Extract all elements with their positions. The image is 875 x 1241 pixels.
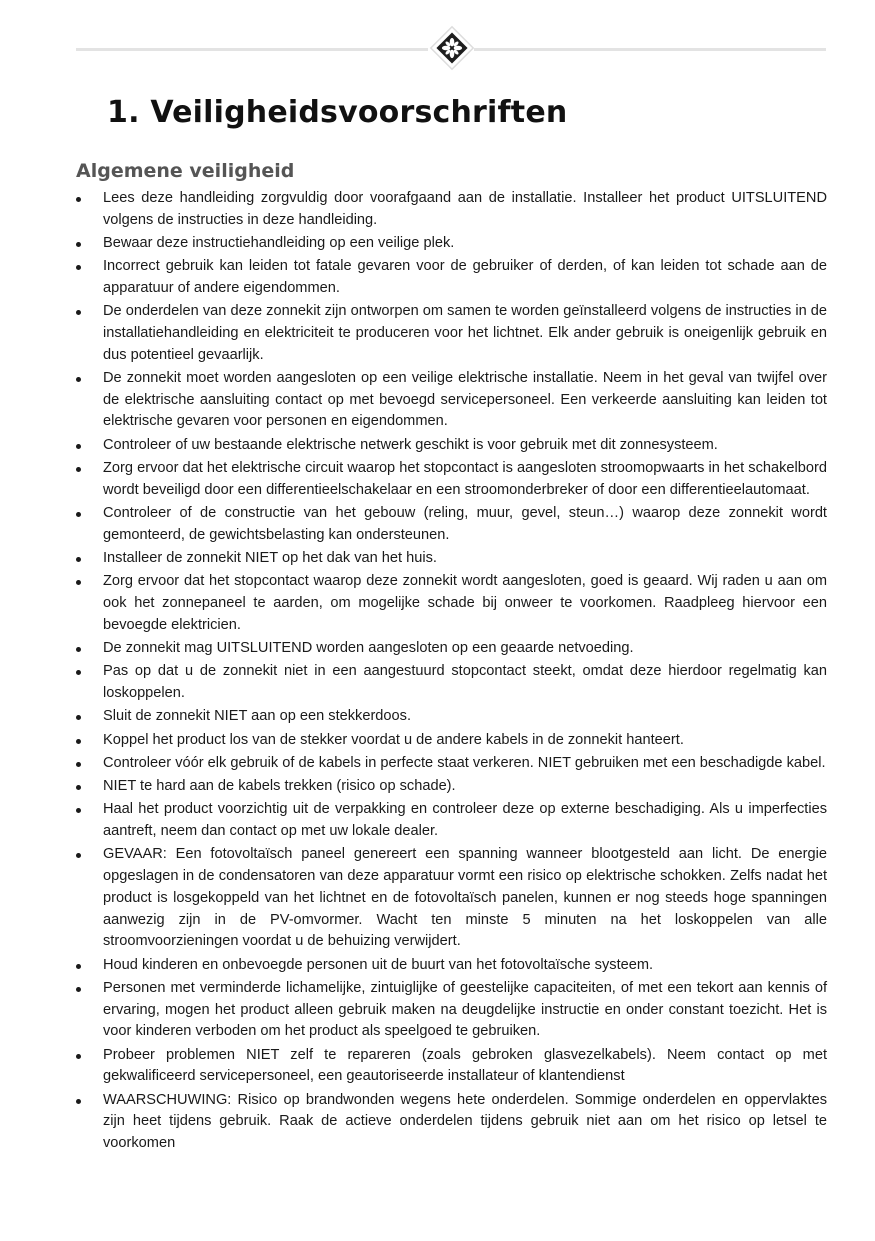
header-rule-right [474, 48, 826, 51]
list-item: Personen met verminderde lichamelijke, zintuiglijke of geestelijke capaciteiten, of met een tekort aan kennis of ervaring, mogen het product alleen gebruik maken na deugdelijke instructie en onder constant toezicht. Het is voor kinderen verboden om het product als speelgoed te gebruiken. [76, 978, 827, 1043]
list-item: Installeer de zonnekit NIET op het dak van het huis. [76, 548, 827, 570]
list-item: Haal het product voorzichtig uit de verpakking en controleer deze op externe beschadiging. Als u imperfecties aantreft, neem dan contact op met uw lokale dealer. [76, 799, 827, 842]
list-item: Zorg ervoor dat het stopcontact waarop deze zonnekit wordt aangesloten, goed is geaard. Wij raden u aan om ook het zonnepaneel te aarden, om mogelijke schade bij onweer te voorkomen. Raadpleeg hiervoor een bevoegde elektricien. [76, 571, 827, 636]
list-item: Sluit de zonnekit NIET aan op een stekkerdoos. [76, 706, 827, 728]
list-item: NIET te hard aan de kabels trekken (risico op schade). [76, 776, 827, 798]
list-item: De zonnekit moet worden aangesloten op een veilige elektrische installatie. Neem in het geval van twijfel over de elektrische aansluiting contact op met bevoegd servicepersoneel. Een verkeerde aansluiting kan leiden tot elektrische gevaren voor personen en eigendommen. [76, 368, 827, 433]
list-item: Houd kinderen en onbevoegde personen uit de buurt van het fotovoltaïsche systeem. [76, 955, 827, 977]
list-item: Bewaar deze instructiehandleiding op een veilige plek. [76, 233, 827, 255]
page-title: 1. Veiligheidsvoorschriften [107, 95, 568, 130]
list-item: Controleer of uw bestaande elektrische netwerk geschikt is voor gebruik met dit zonnesysteem. [76, 435, 827, 457]
section-heading: Algemene veiligheid [76, 160, 295, 182]
diamond-flower-logo-icon [428, 24, 476, 72]
list-item: WAARSCHUWING: Risico op brandwonden wegens hete onderdelen. Sommige onderdelen en oppervlaktes zijn heet tijdens gebruik. Raak de actieve onderdelen tijdens gebruik niet aan om het risico op letsel te voorkomen [76, 1090, 827, 1155]
list-item: Controleer of de constructie van het gebouw (reling, muur, gevel, steun…) waarop deze zonnekit wordt gemonteerd, de gewichtsbelasting kan ondersteunen. [76, 503, 827, 546]
list-item: Probeer problemen NIET zelf te repareren (zoals gebroken glasvezelkabels). Neem contact op met gekwalificeerd servicepersoneel, een geautoriseerde installateur of klantendienst [76, 1045, 827, 1088]
list-item: Pas op dat u de zonnekit niet in een aangestuurd stopcontact steekt, omdat deze hierdoor regelmatig kan loskoppelen. [76, 661, 827, 704]
list-item: Incorrect gebruik kan leiden tot fatale gevaren voor de gebruiker of derden, of kan leiden tot schade aan de apparatuur of andere eigendommen. [76, 256, 827, 299]
list-item: De zonnekit mag UITSLUITEND worden aangesloten op een geaarde netvoeding. [76, 638, 827, 660]
list-item: GEVAAR: Een fotovoltaïsch paneel genereert een spanning wanneer blootgesteld aan licht. De energie opgeslagen in de condensatoren van deze apparatuur vormt een risico op elektrische schokken. Zelfs nadat het product is losgekoppeld van het lichtnet en de fotovoltaïsch panelen, kunnen er nog steeds hoge spanningen aanwezig zijn in de PV-omvormer. Wacht ten minste 5 minuten na het loskoppelen van alle stroomvoorzieningen voordat u de behuizing verwijdert. [76, 844, 827, 953]
list-item: De onderdelen van deze zonnekit zijn ontworpen om samen te worden geïnstalleerd volgens de instructies in de installatiehandleiding en elektriciteit te produceren voor het lichtnet. Elk ander gebruik is oneigenlijk gebruik en dus potentieel gevaarlijk. [76, 301, 827, 366]
list-item: Koppel het product los van de stekker voordat u de andere kabels in de zonnekit hanteert. [76, 730, 827, 752]
list-item: Controleer vóór elk gebruik of de kabels in perfecte staat verkeren. NIET gebruiken met een beschadigde kabel. [76, 753, 827, 775]
list-item: Zorg ervoor dat het elektrische circuit waarop het stopcontact is aangesloten stroomopwaarts in het schakelbord wordt beveiligd door een differentieelschakelaar en een stroomonderbreker of door een differentieelautomaat. [76, 458, 827, 501]
list-item: Lees deze handleiding zorgvuldig door voorafgaand aan de installatie. Installeer het product UITSLUITEND volgens de instructies in deze handleiding. [76, 188, 827, 231]
safety-bullet-list [76, 188, 827, 1156]
header-rule-left [76, 48, 428, 51]
